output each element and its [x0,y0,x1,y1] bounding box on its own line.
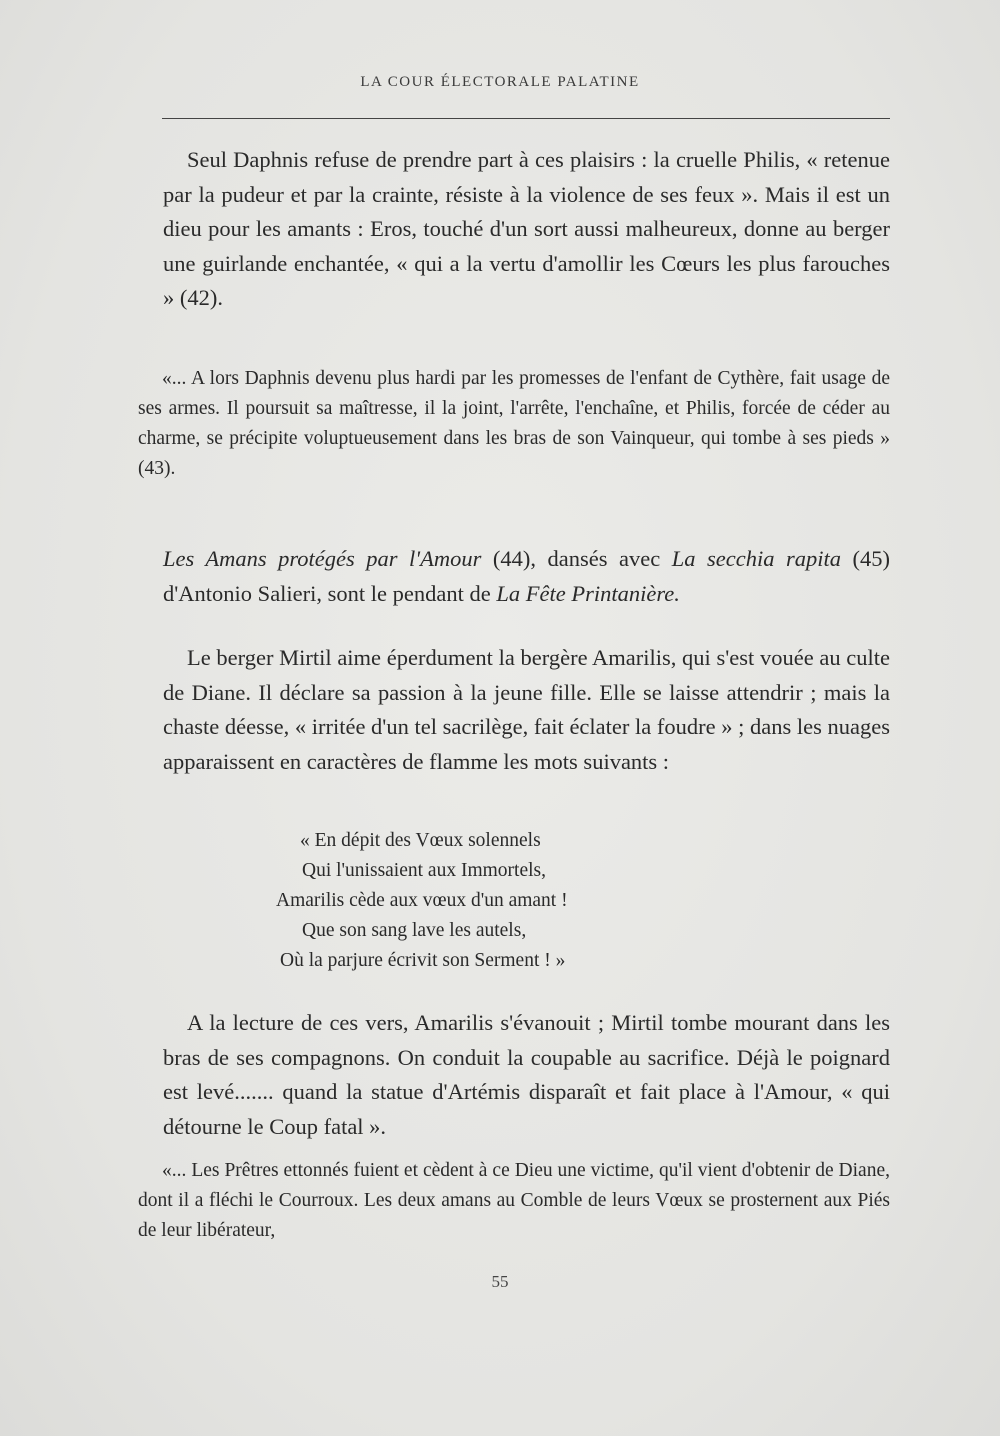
quote-pretres: «... Les Prêtres ettonnés fuient et cèdent à ce Dieu une victime, qu'il vient d'obtenir de Diane, dont il a fléchi le Courroux. Les deux amans au Comble de leurs Vœux se prosternent aux Piés de leur libérateur, [138,1160,890,1241]
verse-line: Amarilis cède aux vœux d'un amant ! [276,890,568,911]
quote-daphnis: «... A lors Daphnis devenu plus hardi par les promesses de l'enfant de Cythère, fait usage de ses armes. Il poursuit sa maîtresse, il la joint, l'arrête, l'enchaîne, et Philis, forcée de céder au charme, se précipite voluptueusement dans les bras de son Vainqueur, qui tombe à ses pieds » (43). [138,368,890,479]
verse-line: « En dépit des Vœux solennels [300,830,541,851]
title-fete: La Fête Printanière. [496,580,680,606]
title-secchia: La secchia rapita [671,546,841,571]
header-rule [162,118,890,119]
running-head: LA COUR ÉLECTORALE PALATINE [360,74,640,90]
verse-line: Où la parjure écrivit son Serment ! » [280,950,566,971]
page-number: 55 [491,1272,509,1291]
paragraph-mirtil: Le berger Mirtil aime éperdument la bergère Amarilis, qui s'est vouée au culte de Diane. Il déclare sa passion à la jeune fille. Elle se laisse attendrir ; mais la chaste déesse, « irritée d'un tel sacrilège, fait éclater la foudre » ; dans les nuages apparaissent en caractères de flamme les mots suivants : [163,645,890,774]
paragraph-lecture: A la lecture de ces vers, Amarilis s'évanouit ; Mirtil tombe mourant dans les bras de ses compagnons. On conduit la coupable au sacrifice. Déjà le poignard est levé....... quand la statue d'Artémis disparaît et fait place à l'Amour, « qui détourne le Coup fatal ». [163,1010,890,1139]
text-span: (44), dansés avec [481,546,672,571]
verse-line: Que son sang lave les autels, [302,920,527,941]
verse-line: Qui l'unissaient aux Immortels, [302,860,546,881]
paragraph-daphnis: Seul Daphnis refuse de prendre part à ces plaisirs : la cruelle Philis, « retenue par la pudeur et par la crainte, résiste à la violence de ses feux ». Mais il est un dieu pour les amants : Eros, touché d'un sort aussi malheureux, donne au berger une guirlande enchantée, « qui a la vertu d'amollir les Cœurs les plus farouches » (42). [163,147,890,310]
paragraph-amans [163,542,890,611]
text-span: (45) d'Antonio Salieri, sont le pendant de [163,546,890,606]
title-amans: Les Amans protégés par l'Amour [163,546,482,571]
